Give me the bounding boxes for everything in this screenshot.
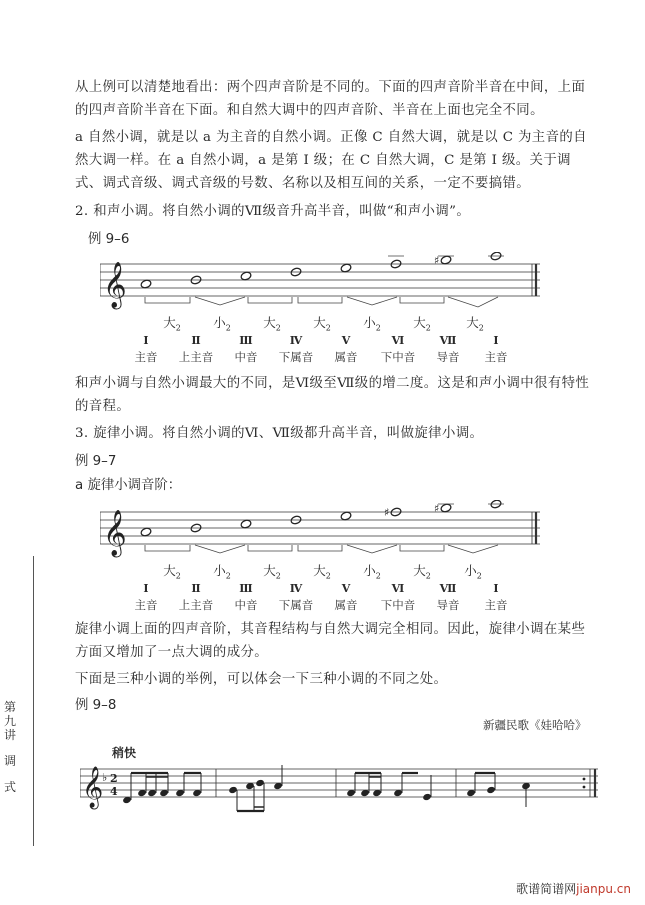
degree-3: Ⅲ: [239, 334, 253, 347]
melodic-minor-label: a 旋律小调音阶：: [75, 478, 182, 493]
degree-2: Ⅱ: [191, 334, 201, 347]
song-staff: [80, 755, 600, 815]
interval-6-text: 大: [413, 563, 426, 578]
interval-2-text: 小: [213, 315, 226, 330]
name-4: 下属音: [278, 598, 314, 612]
degree-5: Ⅴ: [341, 582, 351, 595]
interval-7: [464, 561, 482, 581]
interval-1-sub: 2: [175, 571, 181, 581]
interval-4: [313, 561, 331, 581]
degree-4: Ⅳ: [289, 582, 303, 595]
harmonic-minor-brackets: [140, 295, 540, 315]
interval-5-sub: 2: [375, 571, 381, 581]
note-a: [140, 527, 152, 537]
tempo-marking: 稍快: [112, 746, 137, 760]
chapter-char-3: 讲: [3, 728, 16, 742]
paragraph-8-text: 下面是三种小调的举例，可以体会一下三种小调的不同之处。: [75, 672, 448, 687]
paragraph-4: [75, 372, 595, 418]
name-4: 下属音: [278, 350, 314, 364]
name-2: 上主音: [178, 350, 214, 364]
paragraph-5: [75, 422, 595, 445]
interval-4: [313, 313, 331, 333]
paragraph-3-text: 2. 和声小调。将自然小调的Ⅶ级音升高半音，叫做“和声小调”。: [75, 204, 471, 219]
degree-4: Ⅳ: [289, 334, 303, 347]
time-signature-top: 2: [110, 772, 118, 785]
interval-3-sub: 2: [275, 323, 281, 333]
footer-watermark: [516, 880, 631, 897]
example-9-7-label: 例 9–7: [75, 454, 117, 469]
paragraph-1-text: 从上例可以清楚地看出：两个四声音阶是不同的。下面的四声音阶半音在中间，上面的四声音阶半音在下面。和自然大调中的四声音阶、半音在上面也完全不同。: [75, 80, 586, 118]
note-g-sharp: [440, 503, 452, 513]
example-9-8-label: 例 9–8: [75, 698, 117, 713]
interval-2: [213, 561, 231, 581]
name-2: 上主音: [178, 598, 214, 612]
name-7: 导音: [436, 598, 460, 612]
interval-5-sub: 2: [375, 323, 381, 333]
interval-7-sub: 2: [478, 323, 484, 333]
treble-clef-icon: 𝄞: [82, 767, 104, 808]
name-1: 主音: [134, 350, 158, 364]
interval-1-text: 大: [163, 563, 176, 578]
interval-4-sub: 2: [325, 323, 331, 333]
name-6: 下中音: [380, 350, 416, 364]
degree-8: Ⅰ: [493, 334, 499, 347]
name-7: 导音: [436, 350, 460, 364]
sharp-icon: ♯: [384, 506, 390, 519]
interval-7-text: 小: [464, 563, 477, 578]
interval-6: [413, 313, 431, 333]
degree-5: Ⅴ: [341, 334, 351, 347]
interval-6-sub: 2: [425, 323, 431, 333]
degree-7: Ⅶ: [439, 582, 457, 595]
paragraph-7-text: 旋律小调上面的四声音阶，其音程结构与自然大调完全相同。因此，旋律小调在某些方面又增加了一点大调的成分。: [75, 622, 586, 660]
note-g-sharp: [440, 255, 452, 265]
side-divider: [33, 556, 34, 846]
footer-url: jianpu.cn: [576, 882, 631, 896]
name-8: 主音: [484, 350, 508, 364]
chapter-char-7: 式: [3, 780, 16, 794]
paragraph-8: [75, 668, 595, 691]
interval-5-text: 小: [363, 563, 376, 578]
interval-3: [263, 313, 281, 333]
flat-icon: ♭: [102, 771, 108, 784]
degree-6: Ⅵ: [391, 582, 405, 595]
song-source: 新疆民歌《娃哈哈》: [483, 718, 587, 732]
footer-site: 歌谱简谱网: [516, 882, 577, 896]
chapter-char-1: 第: [3, 700, 16, 714]
note-c: [240, 519, 252, 529]
note-e: [340, 511, 352, 521]
chapter-gap: [0, 768, 20, 780]
name-5: 属音: [334, 598, 358, 612]
name-3: 中音: [234, 350, 258, 364]
note-a-high: [490, 252, 502, 261]
degree-1: Ⅰ: [143, 582, 149, 595]
treble-clef-icon: 𝄞: [103, 510, 127, 556]
degree-8: Ⅰ: [493, 582, 499, 595]
interval-2-sub: 2: [225, 571, 231, 581]
interval-5-text: 小: [363, 315, 376, 330]
interval-6-text: 大: [413, 315, 426, 330]
melodic-minor-brackets: [140, 543, 540, 563]
paragraph-2: [75, 126, 595, 195]
sharp-icon: ♯: [434, 254, 440, 267]
interval-2: [213, 313, 231, 333]
name-8: 主音: [484, 598, 508, 612]
note-a: [140, 279, 152, 289]
interval-7: [466, 313, 484, 333]
degree-1: Ⅰ: [143, 334, 149, 347]
interval-3: [263, 561, 281, 581]
chapter-gap: [0, 742, 20, 754]
interval-2-sub: 2: [225, 323, 231, 333]
interval-6-sub: 2: [425, 571, 431, 581]
time-signature-bottom: 4: [110, 785, 118, 798]
degree-7: Ⅶ: [439, 334, 457, 347]
interval-2-text: 小: [213, 563, 226, 578]
interval-5: [363, 313, 381, 333]
interval-4-text: 大: [313, 563, 326, 578]
interval-5: [363, 561, 381, 581]
interval-1-sub: 2: [175, 323, 181, 333]
interval-1: [163, 313, 181, 333]
note-c: [240, 271, 252, 281]
interval-6: [413, 561, 431, 581]
degree-2: Ⅱ: [191, 582, 201, 595]
interval-3-sub: 2: [275, 571, 281, 581]
interval-7-sub: 2: [476, 571, 482, 581]
paragraph-4-text: 和声小调与自然小调最大的不同，是Ⅵ级至Ⅶ级的增二度。这是和声小调中很有特性的音程。: [75, 376, 590, 414]
chapter-marker: [0, 700, 20, 794]
interval-4-text: 大: [313, 315, 326, 330]
note-a-high: [490, 500, 502, 509]
paragraph-1: [75, 76, 595, 122]
name-5: 属音: [334, 350, 358, 364]
interval-1-text: 大: [163, 315, 176, 330]
treble-clef-icon: 𝄞: [103, 262, 127, 308]
interval-4-sub: 2: [325, 571, 331, 581]
chapter-char-5: 调: [3, 754, 16, 768]
interval-3-text: 大: [263, 315, 276, 330]
note-e: [340, 263, 352, 273]
degree-6: Ⅵ: [391, 334, 405, 347]
paragraph-2-text: a 自然小调，就是以 a 为主音的自然小调。正像 C 自然大调，就是以 C 为主音的自然大调一样。在 a 自然小调，a 是第 Ⅰ 级；在 C 自然大调，C 是第 Ⅰ 级。关于调式、调式音级、调式音级的号数、名称以及相互间的关系，一定不要搞错。: [75, 130, 587, 191]
name-6: 下中音: [380, 598, 416, 612]
name-3: 中音: [234, 598, 258, 612]
name-1: 主音: [134, 598, 158, 612]
paragraph-5-text: 3. 旋律小调。将自然小调的Ⅵ、Ⅶ级都升高半音，叫做旋律小调。: [75, 426, 484, 441]
interval-1: [163, 561, 181, 581]
interval-3-text: 大: [263, 563, 276, 578]
paragraph-7: [75, 618, 595, 664]
sharp-icon: ♯: [434, 502, 440, 515]
chapter-char-2: 九: [3, 714, 16, 728]
interval-7-text: 大: [466, 315, 479, 330]
example-9-6-label: 例 9–6: [88, 232, 130, 247]
paragraph-3: [75, 200, 595, 223]
degree-3: Ⅲ: [239, 582, 253, 595]
